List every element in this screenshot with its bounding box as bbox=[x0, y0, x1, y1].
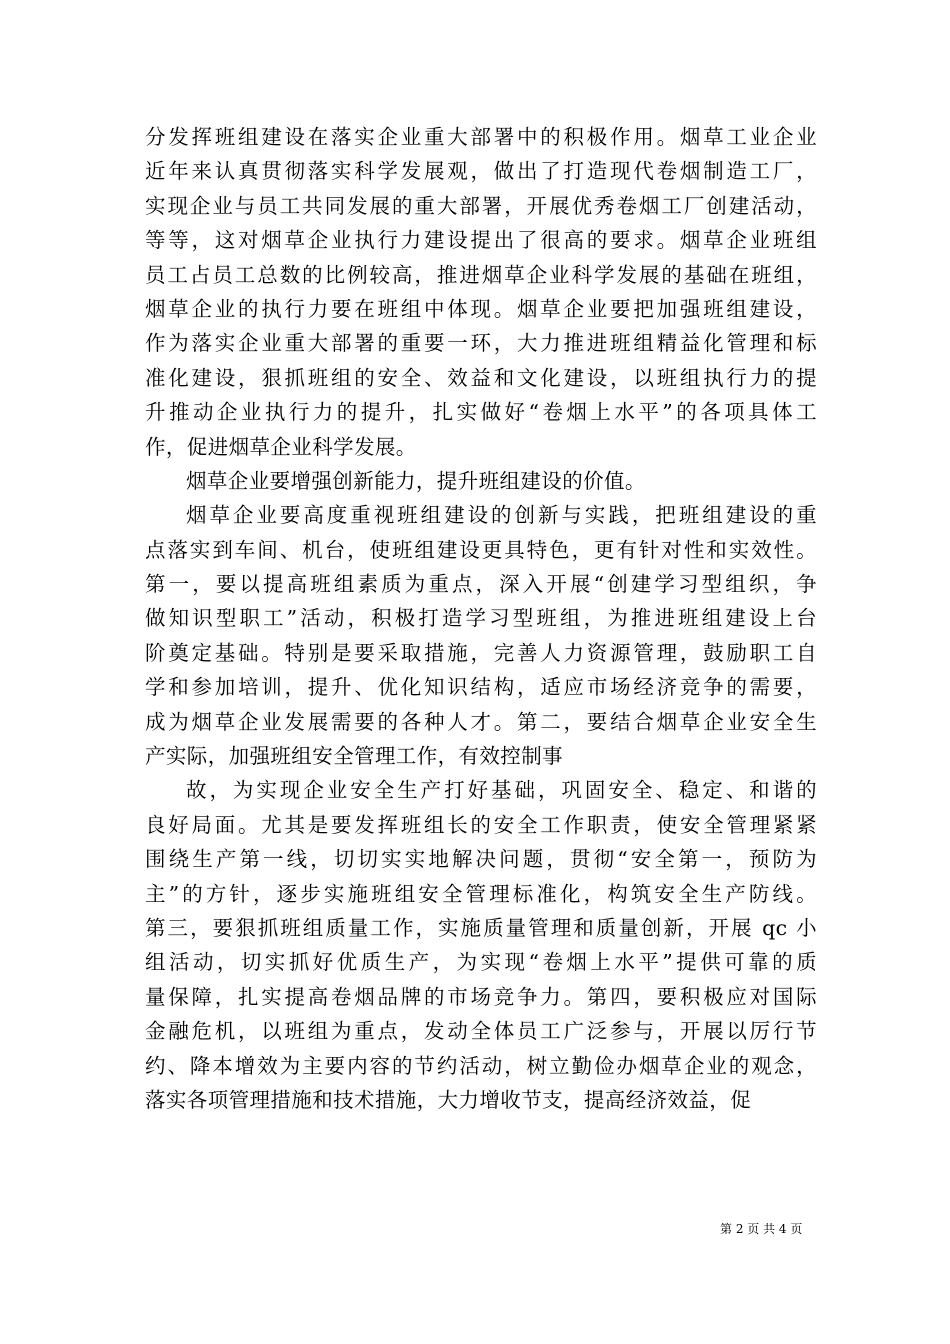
text-line: 量保障，扎实提高卷烟品牌的市场竞争力。第四，要积极应对国际 bbox=[145, 984, 817, 1009]
text-line: 良好局面。尤其是要发挥班组长的安全工作职责，使安全管理紧紧 bbox=[145, 812, 817, 837]
text-line: 点落实到车间、机台，使班组建设更具特色，更有针对性和实效性。 bbox=[145, 537, 817, 562]
text-line: 主”的方针，逐步实施班组安全管理标准化，构筑安全生产防线。 bbox=[145, 881, 817, 906]
text-line: 近年来认真贯彻落实科学发展观，做出了打造现代卷烟制造工厂， bbox=[145, 159, 817, 184]
text-line: 烟草企业要增强创新能力，提升班组建设的价值。 bbox=[186, 468, 646, 493]
text-line: 金融危机，以班组为重点，发动全体员工广泛参与，开展以厉行节 bbox=[145, 1019, 817, 1044]
paragraph bbox=[145, 498, 817, 773]
text-line: 围绕生产第一线，切切实实地解决问题，贯彻“安全第一，预防为 bbox=[145, 847, 817, 872]
text-line: 实现企业与员工共同发展的重大部署，开展优秀卷烟工厂创建活动， bbox=[145, 193, 817, 218]
text-line: 准化建设，狠抓班组的安全、效益和文化建设，以班组执行力的提 bbox=[145, 365, 817, 390]
text-line: 分发挥班组建设在落实企业重大部署中的积极作用。烟草工业企业 bbox=[145, 125, 817, 149]
text-line: 学和参加培训，提升、优化知识结构，适应市场经济竞争的需要， bbox=[145, 675, 817, 700]
text-line: 升推动企业执行力的提升，扎实做好“卷烟上水平”的各项具体工 bbox=[145, 400, 817, 425]
text-line: 第三，要狠抓班组质量工作，实施质量管理和质量创新，开展 qc 小 bbox=[145, 915, 817, 940]
text-line: 烟草企业的执行力要在班组中体现。烟草企业要把加强班组建设， bbox=[145, 296, 817, 321]
text-line: 等等，这对烟草企业执行力建设提出了很高的要求。烟草企业班组 bbox=[145, 228, 817, 253]
paragraph bbox=[145, 120, 817, 464]
text-line: 作为落实企业重大部署的重要一环，大力推进班组精益化管理和标 bbox=[145, 331, 817, 356]
text-line: 约、降本增效为主要内容的节约活动，树立勤俭办烟草企业的观念， bbox=[145, 1053, 817, 1078]
text-line: 落实各项管理措施和技术措施，大力增收节支，提高经济效益，促 bbox=[145, 1087, 752, 1112]
text-line: 故，为实现企业安全生产打好基础，巩固安全、稳定、和谐的 bbox=[186, 778, 817, 803]
text-line: 成为烟草企业发展需要的各种人才。第二，要结合烟草企业安全生 bbox=[145, 709, 817, 734]
page-number: 第 2 页 共 4 页 bbox=[720, 1222, 803, 1236]
text-line: 阶奠定基础。特别是要采取措施，完善人力资源管理，鼓励职工自 bbox=[145, 640, 817, 665]
text-line: 第一，要以提高班组素质为重点，深入开展“创建学习型组织，争 bbox=[145, 572, 817, 597]
paragraph bbox=[145, 464, 817, 498]
text-line: 作，促进烟草企业科学发展。 bbox=[145, 434, 417, 459]
text-line: 组活动，切实抓好优质生产，为实现“卷烟上水平”提供可靠的质 bbox=[145, 950, 817, 975]
document-body bbox=[145, 120, 817, 1117]
text-line: 产实际，加强班组安全管理工作，有效控制事 bbox=[145, 744, 563, 769]
text-line: 员工占员工总数的比例较高，推进烟草企业科学发展的基础在班组， bbox=[145, 262, 817, 287]
paragraph bbox=[145, 773, 817, 1117]
text-line: 烟草企业要高度重视班组建设的创新与实践，把班组建设的重 bbox=[186, 503, 817, 528]
text-line: 做知识型职工”活动，积极打造学习型班组，为推进班组建设上台 bbox=[145, 606, 817, 631]
